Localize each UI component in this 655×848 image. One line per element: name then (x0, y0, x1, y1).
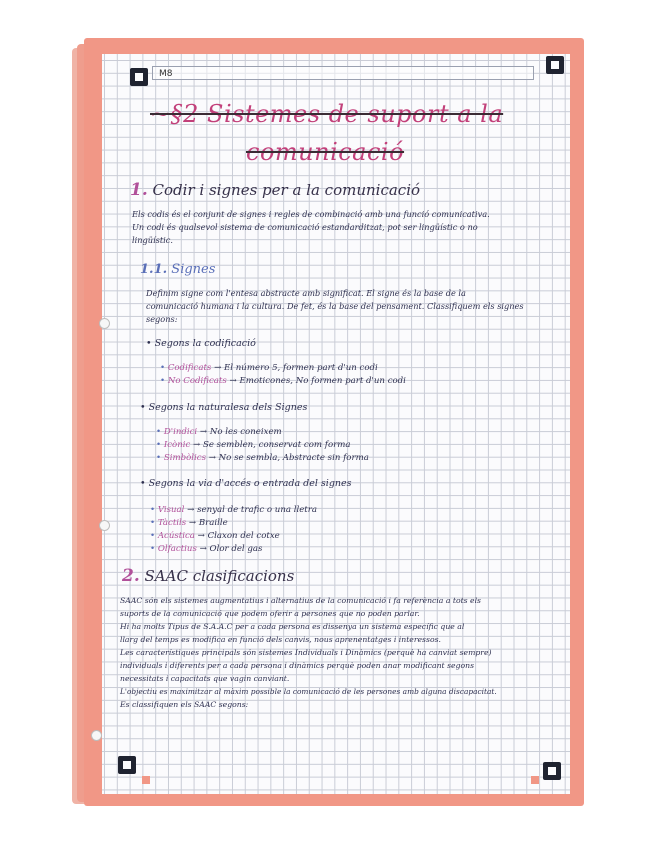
list-group-title: • Segons la codificació (146, 338, 256, 349)
section-1-heading (130, 180, 420, 200)
paragraph-line: Definim signe com l'entesa abstracte amb significat. El signe és la base de la (146, 288, 466, 298)
list-item-desc: → Claxon del cotxe (197, 531, 280, 541)
corner-pink-square (531, 776, 539, 784)
list-item-desc: → No les coneixem (199, 427, 282, 437)
list-item-desc: → Olor del gas (199, 544, 263, 554)
subsection-heading (140, 262, 215, 277)
section-number: 1. (130, 180, 148, 200)
subsection-title: Signes (171, 262, 216, 277)
paragraph-line: individuals i diferents per a cada persona i dinàmics perquè poden anar modificant segons (120, 661, 475, 670)
list-item-key: Acústica (157, 531, 195, 541)
corner-marker-bottom-left (118, 756, 136, 774)
list-item: • No Codificats → Emoticones, No formen part d'un codi (160, 376, 406, 386)
section-title: SAAC clasificacions (144, 567, 295, 585)
section-number: 2. (122, 566, 140, 586)
list-item-key: Icònic (163, 440, 191, 450)
paragraph-line: suports de la comunicació que podem oferir a persones que no poden parlar. (120, 609, 420, 618)
list-item-desc: → Se semblen, conservat com forma (193, 440, 351, 450)
list-item-key: Olfactius (157, 544, 197, 554)
paragraph-line: Es classifiquen els SAAC segons: (120, 700, 249, 709)
list-item-desc: → senyal de trafic o una lletra (187, 505, 317, 515)
list-item: • Codificats → El número 5, formen part d'un codi (160, 363, 378, 373)
list-item-key: Simbòlics (163, 453, 206, 463)
corner-pink-square (142, 776, 150, 784)
corner-marker-bottom-right (543, 762, 561, 780)
paragraph-line: Hi ha molts Tipus de S.A.A.C per a cada persona es dissenya un sistema específic que al (120, 622, 465, 631)
paragraph-line: llarg del temps es modifica en funció dels canvis, nous aprenentatges i interessos. (120, 635, 441, 644)
page-header-field: M8 (152, 66, 534, 80)
corner-marker-top-left (130, 68, 148, 86)
paragraph-line: necessitats i capacitats que vagin canviant. (120, 674, 290, 683)
section-2-heading (122, 566, 294, 586)
paragraph-line: lingüístic. (132, 235, 173, 245)
paragraph-line: segons: (146, 314, 178, 324)
list-item-key: No Codificats (167, 376, 227, 386)
list-item: • Olfactius → Olor del gas (150, 544, 263, 554)
list-item-desc: → El número 5, formen part d'un codi (214, 363, 378, 373)
list-item-desc: → Braille (188, 518, 228, 528)
paragraph-line: Les característiques principals són sistemes Individuals i Dinàmics (perquè ha canviat sempre) (120, 648, 492, 657)
paragraph-line: L'objectiu es maximitzar al màxim possible la comunicació de les persones amb alguna discapacitat. (120, 687, 497, 696)
list-item: • D'indici → No les coneixem (156, 427, 282, 437)
list-group-title: • Segons la via d'accés o entrada del signes (140, 478, 352, 489)
list-item: • Tàctils → Braille (150, 518, 228, 528)
ring-hole (99, 318, 110, 329)
section-title: Codir i signes per a la comunicació (152, 181, 421, 199)
list-group-title: • Segons la naturalesa dels Signes (140, 402, 307, 413)
corner-marker-top-right (546, 56, 564, 74)
ring-hole (91, 730, 102, 741)
list-item: • Simbòlics → No se sembla, Abstracte sin forma (156, 453, 369, 463)
list-item: • Icònic → Se semblen, conservat com forma (156, 440, 351, 450)
list-item-key: Codificats (167, 363, 212, 373)
paragraph-line: Un codi és qualsevol sistema de comunicació estandarditzat, pot ser lingüístic o no (132, 222, 478, 232)
list-item-key: D'indici (163, 427, 198, 437)
page-title-line2: comunicació (246, 138, 405, 166)
subsection-number: 1.1. (140, 262, 168, 277)
list-item: • Acústica → Claxon del cotxe (150, 531, 280, 541)
paragraph-line: Els codis és el conjunt de signes i regles de combinació amb una funció comunicativa. (132, 209, 490, 219)
list-item-desc: → No se sembla, Abstracte sin forma (208, 453, 369, 463)
list-item-key: Tàctils (157, 518, 187, 528)
ring-hole (99, 520, 110, 531)
page-title: ~§2 Sistemes de suport a la (150, 100, 504, 128)
list-item-desc: → Emoticones, No formen part d'un codi (229, 376, 406, 386)
list-item: • Visual → senyal de trafic o una lletra (150, 505, 317, 515)
paragraph-line: comunicació humana i la cultura. De fet, és la base del pensament. Classifiquem els signes (146, 301, 524, 311)
list-item-key: Visual (157, 505, 185, 515)
paragraph-line: SAAC són els sistemes augmentatius i alternatius de la comunicació i fa referència a tots els (120, 596, 482, 605)
